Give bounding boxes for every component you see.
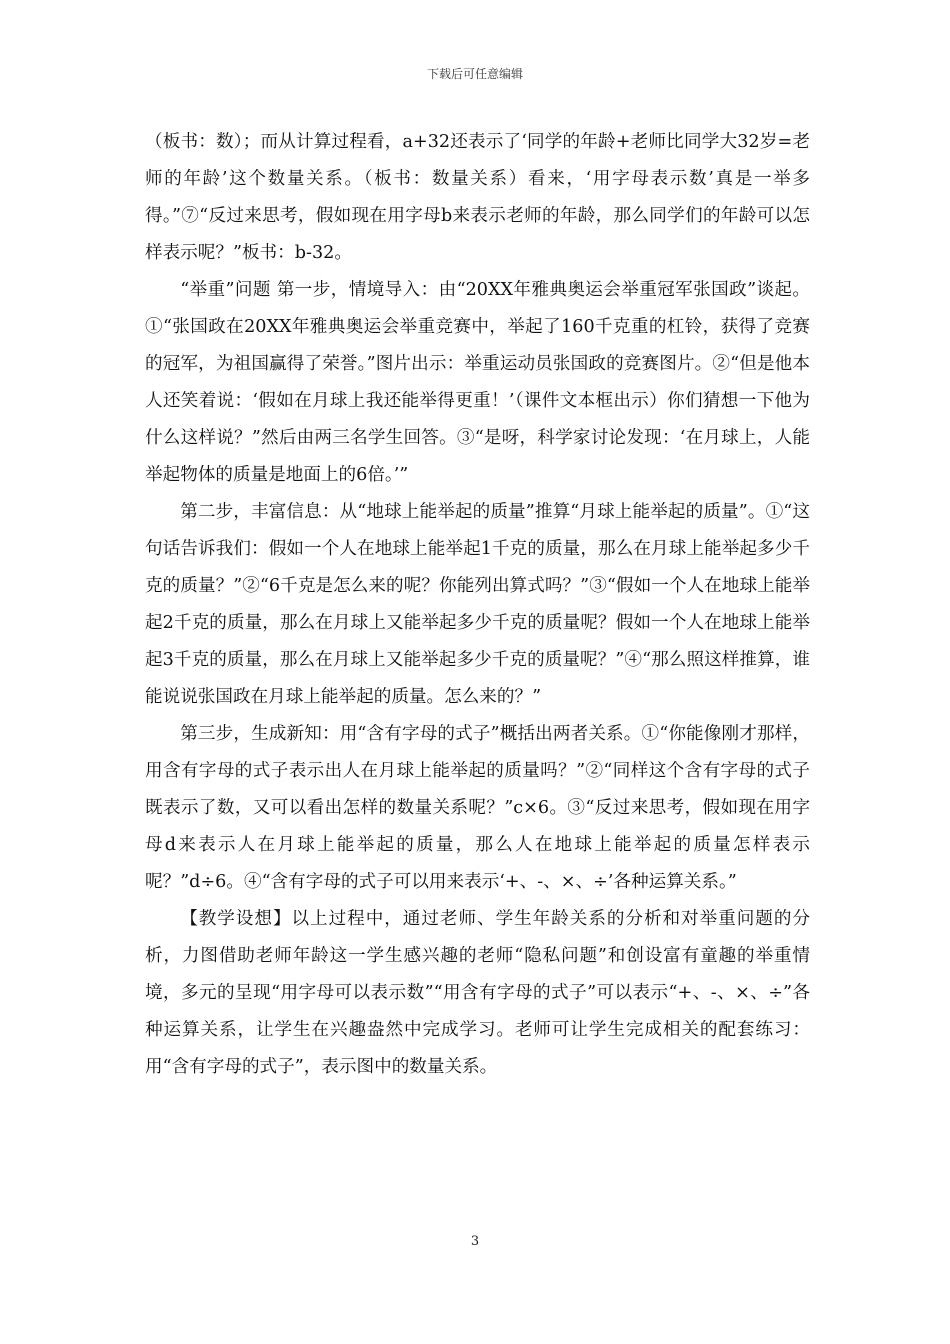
document-body [145,124,810,1086]
page-header: 下载后可任意编辑 [426,67,523,81]
paragraph-teaching-idea: 【教学设想】以上过程中，通过老师、学生年龄关系的分析和对举重问题的分析，力图借助老师年龄这一学生感兴趣的老师“隐私问题”和创设富有童趣的举重情境，多元的呈现“用字母可以表示数”“用含有字母的式子”可以表示“+、-、×、÷”各种运算关系，让学生在兴趣盎然中完成学习。老师可让学生完成相关的配套练习：用“含有字母的式子”，表示图中的数量关系。 [145,909,810,1077]
page-number: 3 [470,1234,480,1249]
paragraph-weightlifting-step1: “举重”问题 第一步，情境导入：由“20XX年雅典奥运会举重冠军张国政”谈起。①“张国政在20XX年雅典奥运会举重竞赛中，举起了160千克重的杠铃，获得了竞赛的冠军，为祖国赢得了荣誉。”图片出示：举重运动员张国政的竞赛图片。②“但是他本人还笑着说：‘假如在月球上我还能举得更重！’（课件文本框出示）你们猜想一下他为什么这样说？”然后由两三名学生回答。③“是呀，科学家讨论发现：‘在月球上，人能举起物体的质量是地面上的6倍。’” [145,280,810,485]
paragraph-continuation: （板书：数）；而从计算过程看，a+32还表示了‘同学的年龄+老师比同学大32岁=老师的年龄’这个数量关系。（板书：数量关系）看来，‘用字母表示数’真是一举多得。”⑦“反过来思考，假如现在用字母b来表示老师的年龄，那么同学们的年龄可以怎样表示呢？”板书：b-32。 [145,132,810,263]
paragraph-step2: 第二步，丰富信息：从“地球上能举起的质量”推算“月球上能举起的质量”。①“这句话告诉我们：假如一个人在地球上能举起1千克的质量，那么在月球上能举起多少千克的质量？”②“6千克是怎么来的呢？你能列出算式吗？”③“假如一个人在地球上能举起2千克的质量，那么在月球上又能举起多少千克的质量呢？假如一个人在地球上能举起3千克的质量，那么在月球上又能举起多少千克的质量呢？”④“那么照这样推算，谁能说说张国政在月球上能举起的质量。怎么来的？” [145,502,810,707]
paragraph-step3: 第三步，生成新知：用“含有字母的式子”概括出两者关系。①“你能像刚才那样，用含有字母的式子表示出人在月球上能举起的质量吗？”②“同样这个含有字母的式子既表示了数，又可以看出怎样的数量关系呢？”c×6。③“反过来思考，假如现在用字母d来表示人在月球上能举起的质量，那么人在地球上能举起的质量怎样表示呢？”d÷6。④“含有字母的式子可以用来表示‘+、-、×、÷’各种运算关系。” [145,724,810,892]
